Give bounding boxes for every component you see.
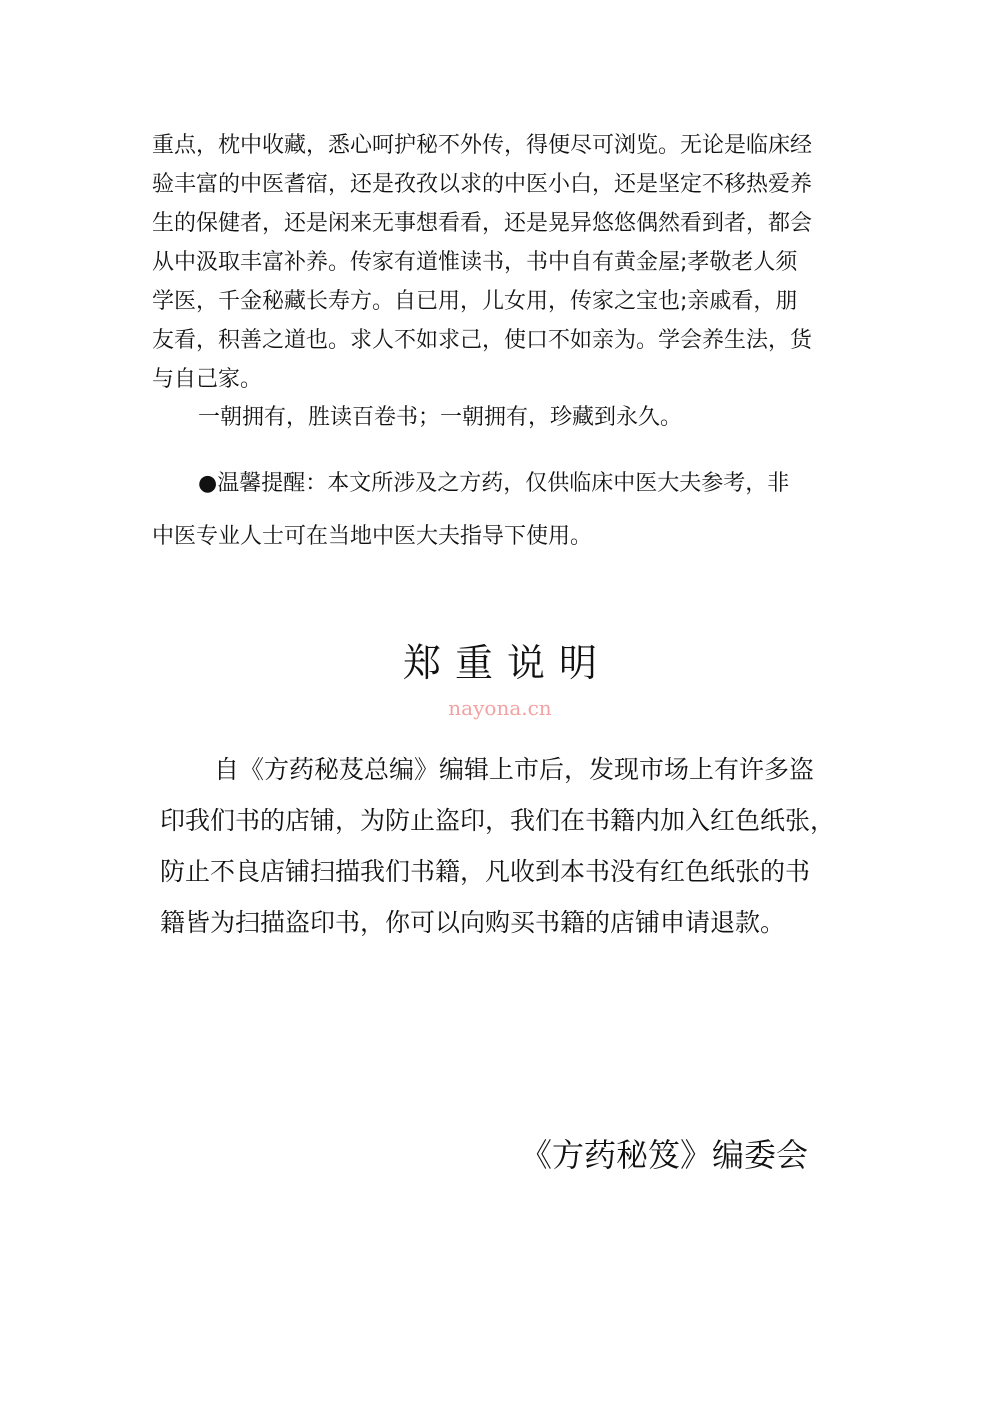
reminder-line-2: 中医专业人士可在当地中医大夫指导下使用。 [152, 524, 593, 549]
intro-line: 与自己家。 [152, 367, 263, 392]
intro-line: 生的保健者，还是闲来无事想看看，还是晃异悠悠偶然看到者，都会 [152, 211, 813, 236]
notice-title: 郑重说明 [402, 641, 611, 685]
reminder-line-1: ●温馨提醒：本文所涉及之方药，仅供临床中医大夫参考，非 [198, 471, 790, 496]
notice-line: 印我们书的店铺，为防止盗印，我们在书籍内加入红色纸张， [160, 806, 836, 835]
intro-line: 学医，千金秘藏长寿方。自已用，儿女用，传家之宝也;亲戚看，朋 [152, 289, 798, 314]
notice-line: 自《方药秘芨总编》编辑上市后，发现市场上有许多盗 [214, 755, 815, 784]
intro-line: 从中汲取丰富补养。传家有道惟读书，书中自有黄金屋;孝敬老人须 [152, 250, 798, 275]
intro-line: 友看，积善之道也。求人不如求己，使口不如亲为。学会养生法，货 [152, 328, 813, 353]
notice-body [160, 744, 860, 948]
watermark-text: nayona.cn [448, 696, 552, 720]
motto-text: 一朝拥有，胜读百卷书；一朝拥有，珍藏到永久。 [198, 405, 683, 430]
intro-line: 验丰富的中医耆宿，还是孜孜以求的中医小白，还是坚定不移热爱养 [152, 172, 813, 197]
intro-line: 重点，枕中收藏，悉心呵护秘不外传，得便尽可浏览。无论是临床经 [152, 133, 813, 158]
notice-line: 防止不良店铺扫描我们书籍，凡收到本书没有红色纸张的书 [160, 857, 811, 886]
notice-line: 籍皆为扫描盗印书，你可以向购买书籍的店铺申请退款。 [160, 908, 786, 937]
editorial-signature: 《方药秘笈》编委会 [520, 1136, 809, 1174]
motto-line [152, 398, 858, 437]
intro-paragraph [152, 126, 852, 399]
warm-reminder [152, 466, 852, 554]
